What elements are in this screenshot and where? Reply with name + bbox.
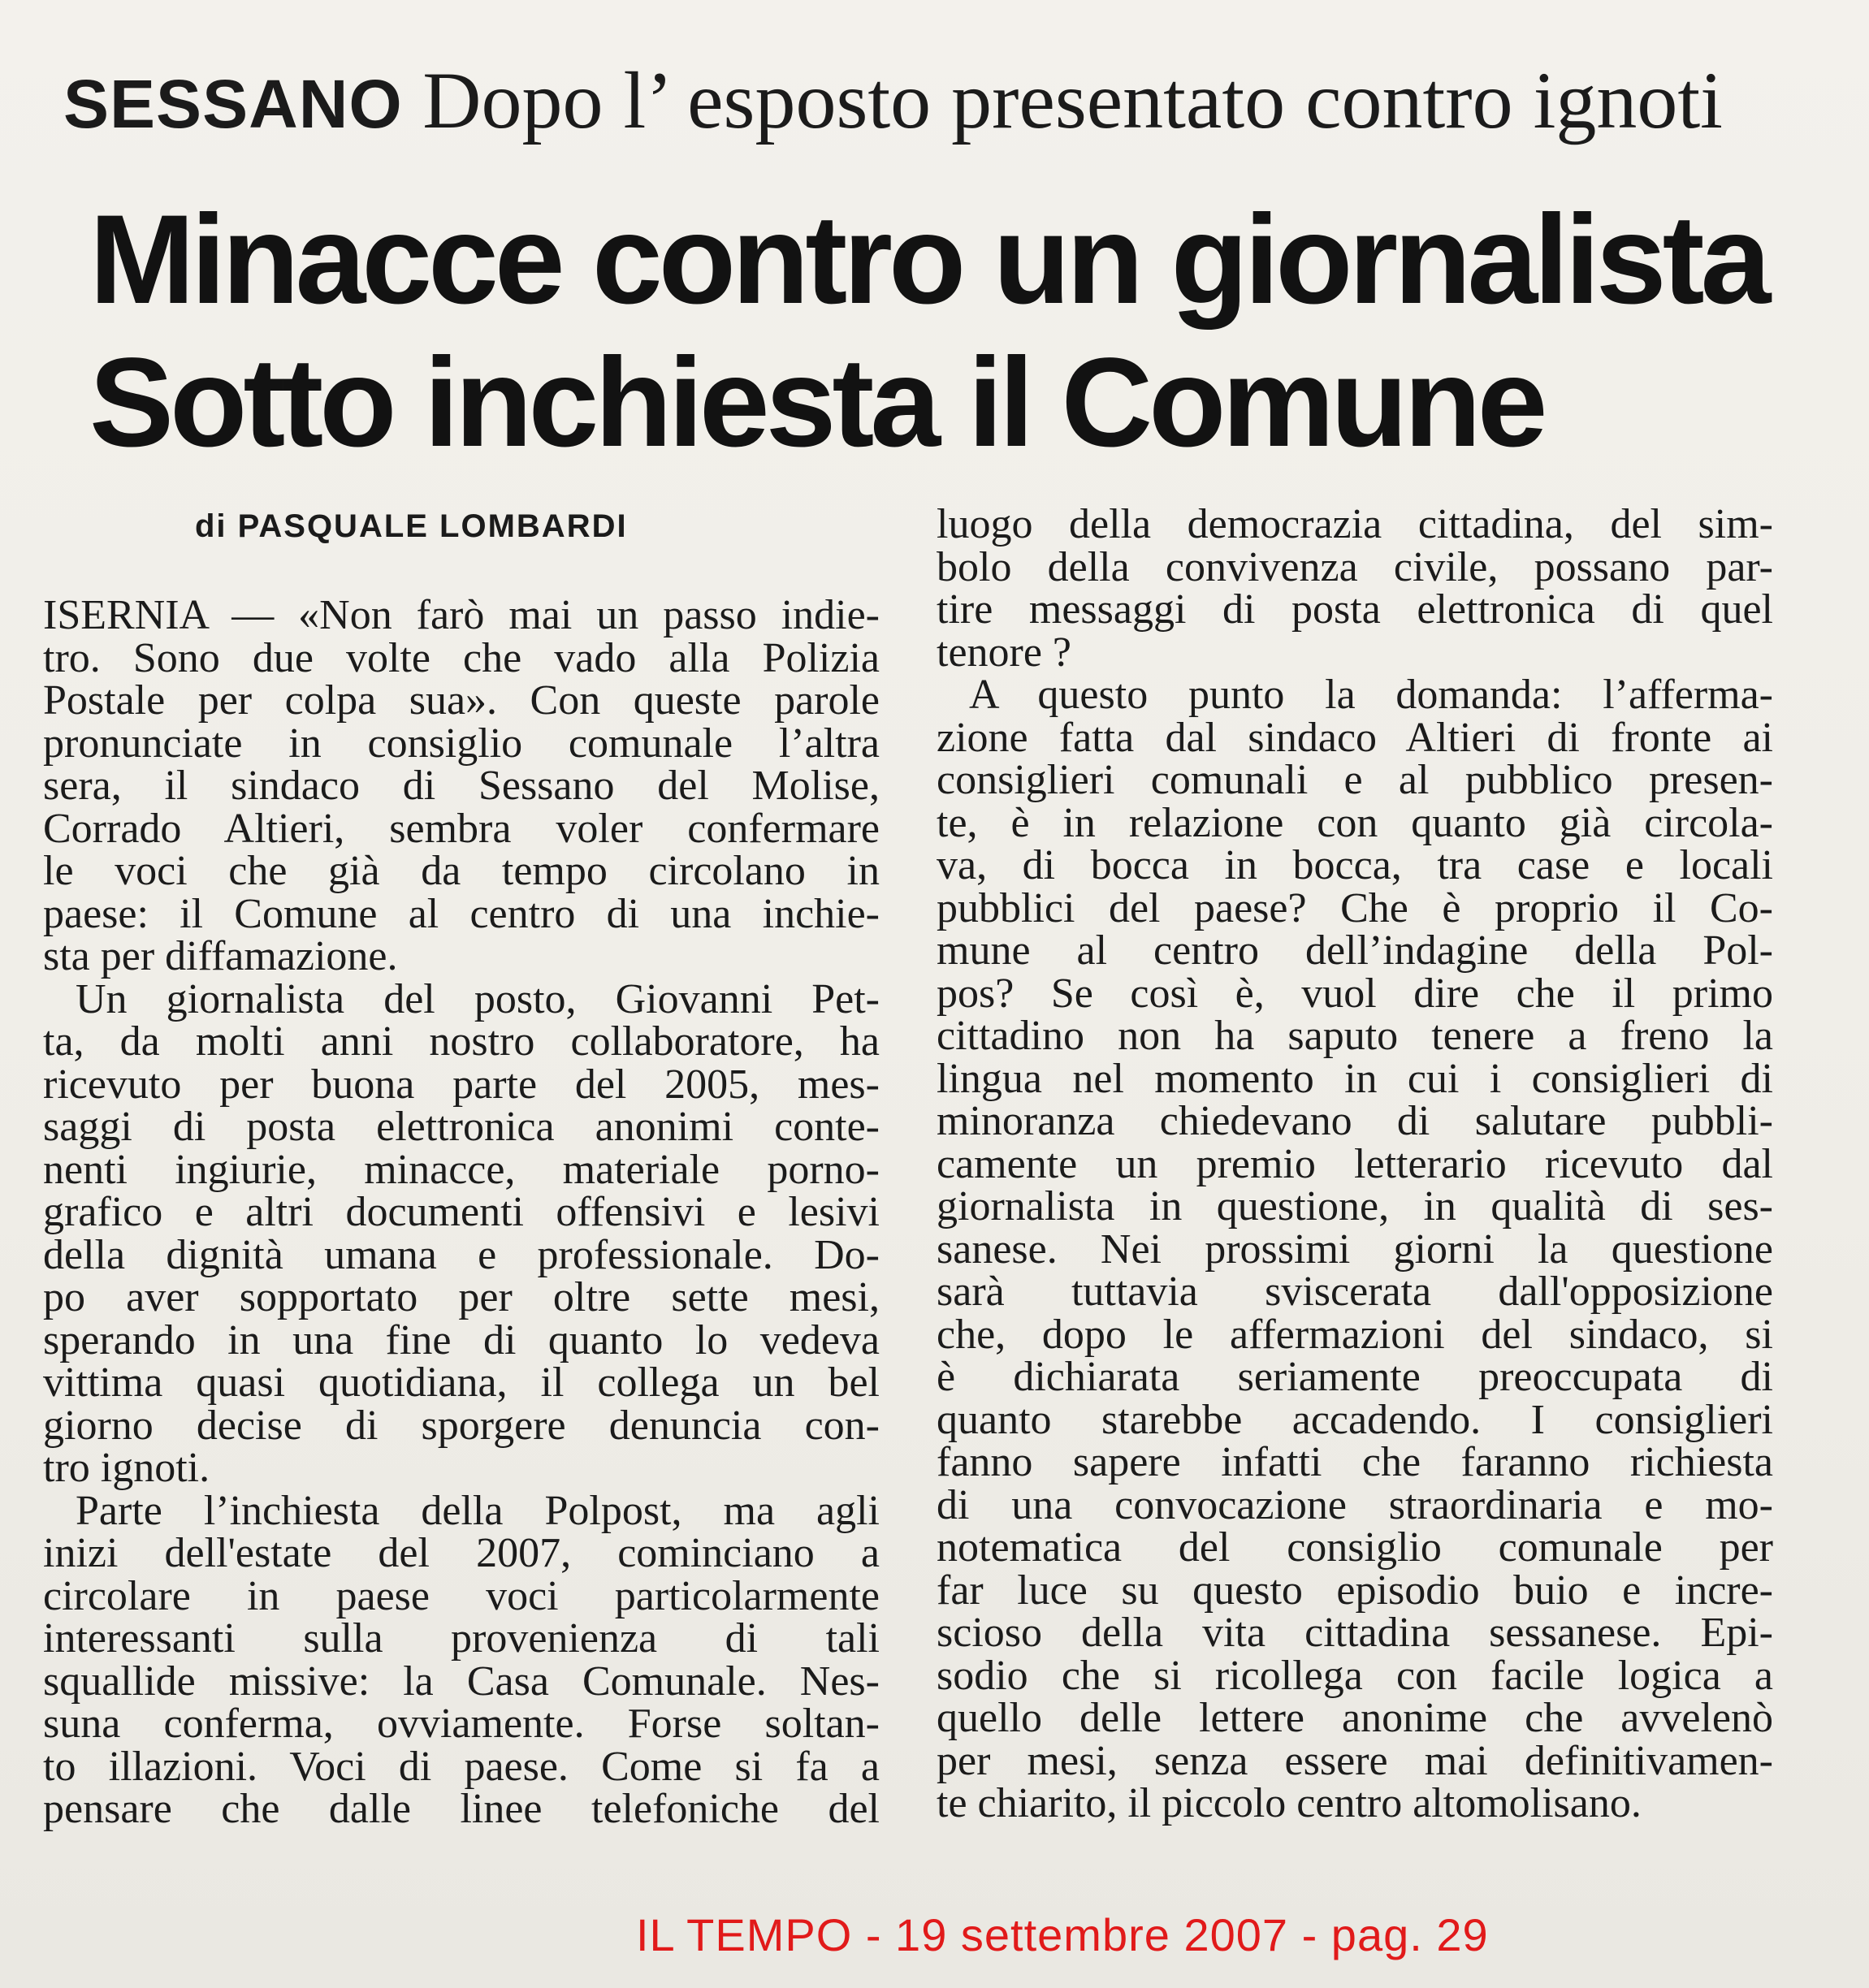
text-line: to illazioni. Voci di paese. Come si fa a <box>43 1743 880 1790</box>
text-line: camente un premio letterario ricevuto dal <box>937 1140 1773 1187</box>
text-line: far luce su questo episodio buio e incre- <box>937 1567 1773 1614</box>
source-caption: IL TEMPO - 19 settembre 2007 - pag. 29 <box>636 1909 1489 1960</box>
text-line: quello delle lettere anonime che avvelenò <box>937 1695 1773 1741</box>
text-line: di una convocazione straordinaria e mo- <box>937 1481 1773 1528</box>
text-line: squallide missive: la Casa Comunale. Nes- <box>43 1657 880 1705</box>
text-line: vittima quasi quotidiana, il collega un bel <box>43 1359 880 1406</box>
kicker <box>63 52 1810 153</box>
text-line: sarà tuttavia sviscerata dall'opposizione <box>937 1268 1773 1315</box>
text-line: sanese. Nei prossimi giorni la questione <box>937 1225 1773 1273</box>
text-line: tro ignoti. <box>43 1445 210 1491</box>
text-line: cittadino non ha saputo tenere a freno la <box>937 1013 1773 1059</box>
text-line: grafico e altri documenti offensivi e lesivi <box>43 1189 880 1235</box>
text-line: sera, il sindaco di Sessano del Molise, <box>43 763 880 809</box>
text-line: tenore ? <box>937 629 1072 676</box>
text-line: le voci che già da tempo circolano in <box>43 848 880 894</box>
text-line: giornalista in questione, in qualità di ses- <box>937 1183 1773 1230</box>
text-line: consiglieri comunali e al pubblico presen- <box>937 757 1773 803</box>
text-line: sperando in una fine di quanto lo vedeva <box>43 1316 880 1364</box>
text-line: pubblici del paese? Che è proprio il Co- <box>937 884 1773 931</box>
text-line: paese: il Comune al centro di una inchie- <box>43 890 880 937</box>
text-line: bolo della convivenza civile, possano par- <box>937 543 1773 590</box>
article-column-2 <box>937 503 1773 1826</box>
text-line: ta, da molti anni nostro collaboratore, ha <box>43 1018 880 1065</box>
text-line: luogo della democrazia cittadina, del sim- <box>937 501 1773 547</box>
text-line: Parte l’inchiesta della Polpost, ma agli <box>76 1487 880 1534</box>
article-column-1 <box>43 594 880 1831</box>
text-line: notematica del consiglio comunale per <box>937 1524 1773 1571</box>
text-line: Corrado Altieri, sembra voler confermare <box>43 805 880 852</box>
text-line: ricevuto per buona parte del 2005, mes- <box>43 1061 880 1108</box>
text-line: nenti ingiurie, minacce, materiale porno- <box>43 1146 880 1193</box>
text-line: lingua nel momento in cui i consiglieri di <box>937 1055 1773 1102</box>
text-line: quanto starebbe accadendo. I consiglieri <box>937 1396 1773 1443</box>
text-line: pensare che dalle linee telefoniche del <box>43 1786 880 1832</box>
byline: di PASQUALE LOMBARDI <box>195 508 628 544</box>
text-line: pos? Se così è, vuol dire che il primo <box>937 970 1773 1017</box>
headline-line: Sotto inchiesta il Comune <box>89 332 1544 473</box>
text-line: te chiarito, il piccolo centro altomolisano. <box>937 1780 1642 1826</box>
text-line: sta per diffamazione. <box>43 933 398 979</box>
text-line: pronunciate in consiglio comunale l’altra <box>43 720 880 767</box>
text-line: A questo punto la domanda: l’afferma- <box>969 672 1773 718</box>
text-line: che, dopo le affermazioni del sindaco, si <box>937 1311 1773 1358</box>
text-line: suna conferma, ovviamente. Forse soltan- <box>43 1701 880 1747</box>
text-line: è dichiarata seriamente preoccupata di <box>937 1354 1773 1400</box>
text-line: zione fatta dal sindaco Altieri di fronte ai <box>937 714 1773 761</box>
text-line: po aver sopportato per oltre sette mesi, <box>43 1274 880 1320</box>
headline-line: Minacce contro un giornalista <box>89 189 1767 331</box>
text-line: Postale per colpa sua». Con queste parole <box>43 677 880 724</box>
text-line: te, è in relazione con quanto già circola- <box>937 799 1773 846</box>
headline <box>89 188 1795 474</box>
kicker-text: Dopo l’ esposto presentato contro ignoti <box>422 55 1723 145</box>
text-line: saggi di posta elettronica anonimi conte- <box>43 1104 880 1150</box>
text-line: per mesi, senza essere mai definitivamen- <box>937 1737 1773 1784</box>
text-line: va, di bocca in bocca, tra case e locali <box>937 842 1773 888</box>
text-line: sodio che si ricollega con facile logica a <box>937 1652 1773 1699</box>
text-line: Un giornalista del posto, Giovanni Pet- <box>76 975 880 1022</box>
text-line: scioso della vita cittadina sessanese. Epi- <box>937 1610 1773 1656</box>
text-line: inizi dell'estate del 2007, cominciano a <box>43 1530 880 1576</box>
text-line: fanno sapere infatti che faranno richiesta <box>937 1439 1773 1485</box>
text-line: mune al centro dell’indagine della Pol- <box>937 927 1773 974</box>
text-line: interessanti sulla provenienza di tali <box>43 1615 880 1662</box>
text-line: della dignità umana e professionale. Do- <box>43 1231 880 1278</box>
text-line: tire messaggi di posta elettronica di quel <box>937 586 1773 633</box>
text-line: circolare in paese voci particolarmente <box>43 1572 880 1619</box>
text-line: minoranza chiedevano di salutare pubbli- <box>937 1098 1773 1144</box>
text-line: tro. Sono due volte che vado alla Polizia <box>43 634 880 681</box>
text-line: ISERNIA — «Non farò mai un passo indie- <box>43 592 880 638</box>
text-line: giorno decise di sporgere denuncia con- <box>43 1402 880 1449</box>
kicker-place: SESSANO <box>63 66 403 142</box>
